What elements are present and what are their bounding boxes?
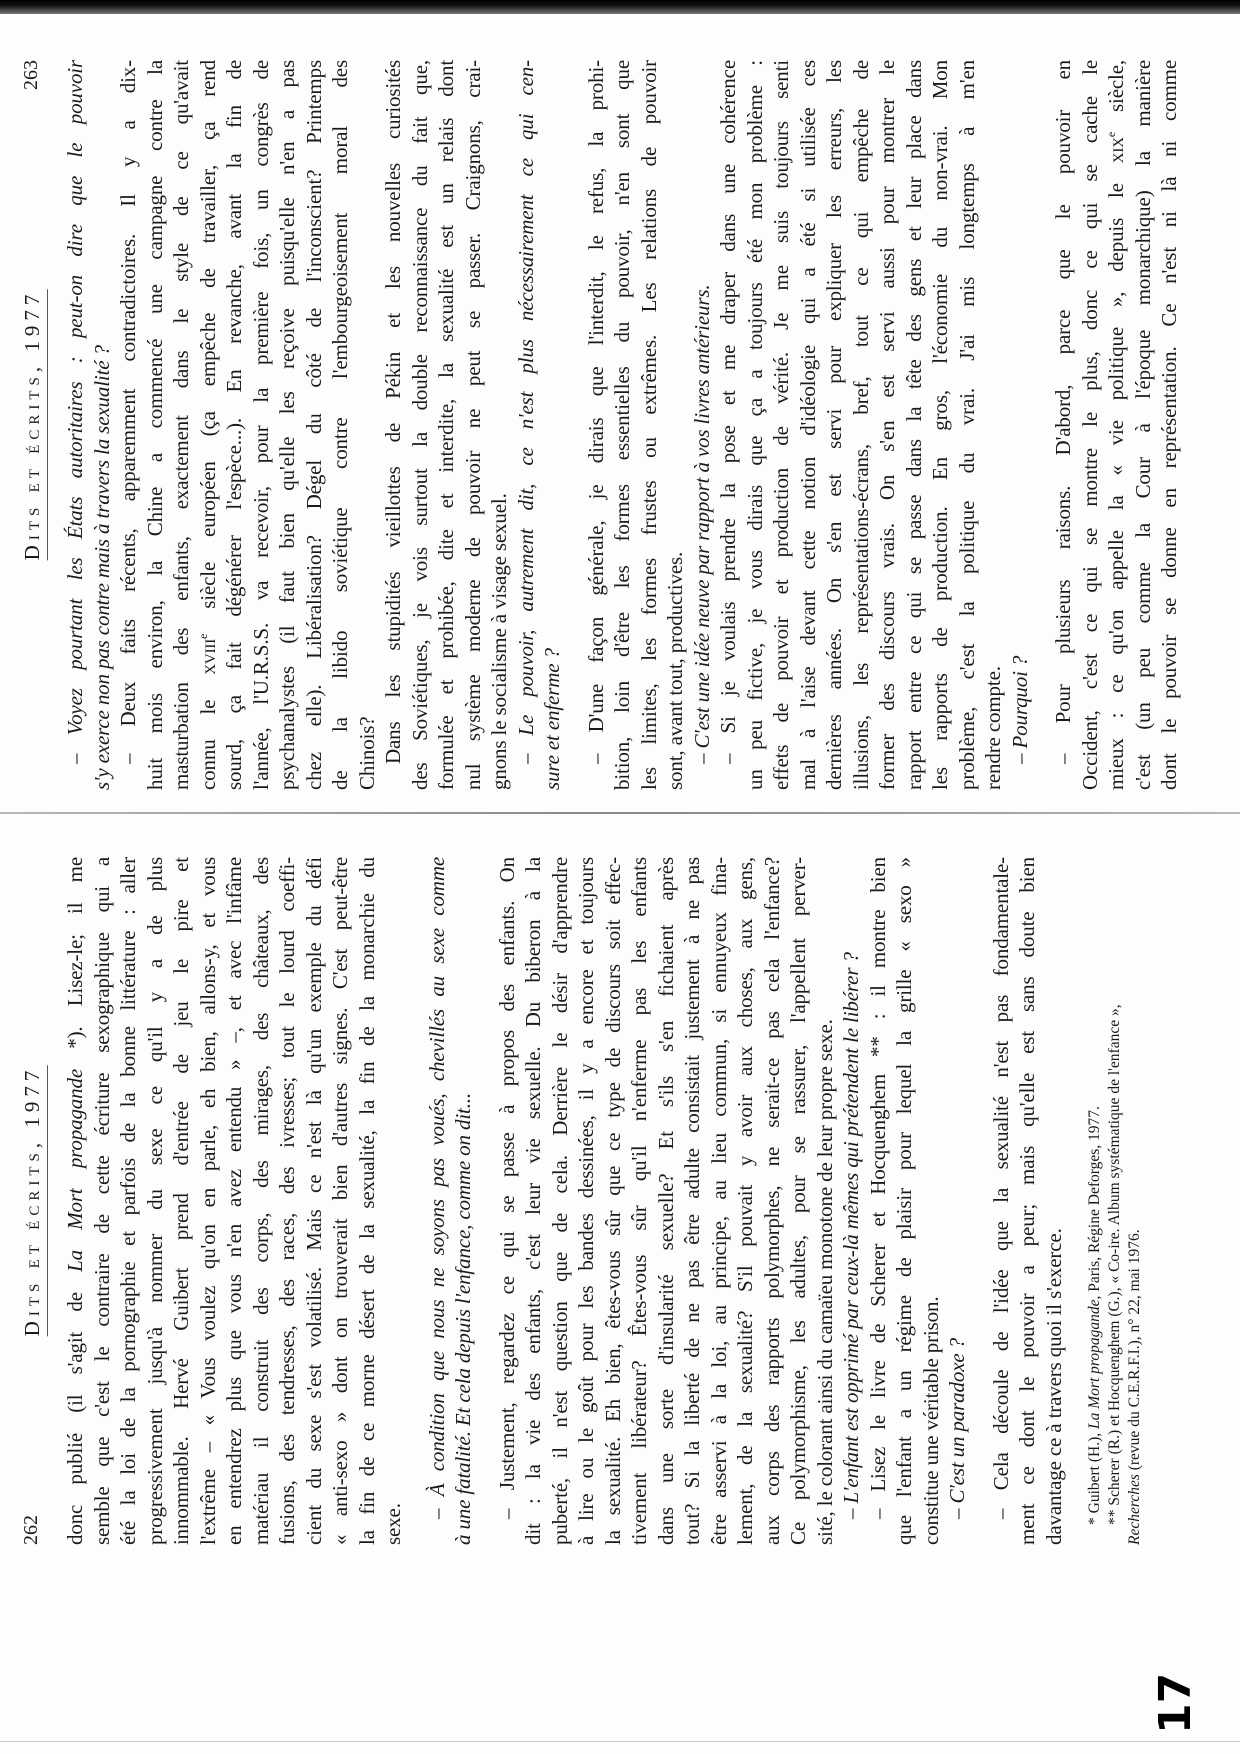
page-number: 263 [20,60,42,90]
text-line [1103,60,1130,790]
text-run: – Si je voulais prendre la pose et me draper dans une cohérence [716,60,740,764]
text-line [1041,857,1068,1545]
text-run: cient du sexe s'est volatilisé. Mais ce n'est là qu'un exemple du défi [301,857,326,1545]
text-run: des Soviétiques, je vois surtout la double reconnaissance du fait que, [407,60,432,790]
text-run: – [513,735,538,764]
page-262 [0,857,1240,1545]
text-line [89,857,116,1545]
text-run: huit mois environ, la Chine a commencé une campagne contre la [142,60,167,790]
text-run: – D'une façon générale, je dirais que l'interdit, le refus, la prohi- [583,60,608,764]
text-run: semble que c'est le contraire de cette écriture sexographique qui a [89,857,114,1545]
text-run: dernières années. On s'en est servi pour expliquer les erreurs, les [822,60,846,790]
text-line [980,60,1007,790]
text-run: sexe. [381,1503,405,1545]
text-line [513,60,540,790]
page-body [62,857,1067,1545]
text-run: – Cela découle de l'idée que la sexualité n'est pas fondamentale- [988,857,1013,1519]
text-run: gnons le socialisme à visage sexuel. [487,493,511,790]
text-run: mieux : ce qu'on appelle la « vie politique », depuis le [1104,163,1128,790]
text-run: en entendrez plus que vous n'en avez entendu » –, et avec l'infâme [222,857,246,1545]
text-line [848,60,875,790]
text-line [636,60,663,790]
text-run: – Pour plusieurs raisons. D'abord, parce que le pouvoir en [1051,60,1075,764]
text-line [1007,60,1034,790]
scan-edge-shadow [0,0,1240,14]
text-line [1156,60,1183,790]
italic-text: À condition que nous ne soyons pas voués, chevillés au sexe comme [424,856,449,1497]
text-line [759,857,786,1545]
text-line [662,60,689,790]
text-line [768,60,795,790]
text-run: effets de pouvoir et production de vérité. Je me suis toujours senti [769,60,793,790]
text-line [954,60,981,790]
text-run: constitue une véritable prison. [918,1296,943,1545]
text-run: – [63,735,87,764]
text-run: – Justement, regardez ce qui se passe à propos des enfants. On [494,857,519,1519]
text-run: ** Scherer (R.) et Hocquenghem (G.), « Co-ire. Album systématique de l'enfance », [1106,1004,1123,1525]
text-line [248,857,275,1545]
text-line [715,60,742,790]
text-line [168,60,195,790]
page-number: 262 [20,1515,42,1545]
italic-text: L'enfant est opprimé par ceux-là mêmes qui prétendent le libérer ? [839,952,863,1504]
text-line [944,857,971,1545]
text-run: Occident, c'est ce qui se montre le plus, donc ce qui se cache le [1077,60,1102,790]
text-line [927,60,954,790]
italic-text: Recherches [1126,1474,1143,1545]
text-line [195,857,222,1545]
text-run: chez elle). Libéralisation? Dégel du côté de l'inconscient? Printemps [301,60,326,790]
text-line [327,60,354,790]
italic-text: s'y exerce non pas contre mais à travers la sexualité ? [89,345,114,790]
text-line [89,60,116,790]
text-run: nul système moderne de pouvoir ne peut se passer. Craignons, crai- [460,60,485,790]
text-run: dont le pouvoir se donne en représentation. Ce n'est ni là ni comme [1157,60,1181,790]
text-line [354,60,381,790]
running-title: Dits et écrits, 1977 [20,1066,48,1337]
text-run: – Deux faits récents, apparemment contradictoires. Il y a dix- [116,60,140,764]
text-line [891,857,918,1545]
text-run: rapport entre ce qui se passe dans la tête des gens et leur place dans [901,60,926,790]
text-line [195,60,222,790]
italic-text: Le pouvoir, autrement dit, ce n'est plus nécessairement ce qui cen- [513,60,538,736]
text-run: que l'enfant a un régime de plaisir pour lequel la grille « sexo » [892,857,916,1545]
text-line [274,60,301,790]
text-line [142,60,169,790]
text-run: * Guibert (H.), [1086,1429,1103,1525]
text-run: tivement libérateur? Êtes-vous sûr qu'il n'enferme pas les enfants [627,857,651,1545]
text-line [812,857,839,1545]
text-line [327,857,354,1545]
text-line [62,857,89,1545]
text-run: (revue du C.E.R.F.I.), n° 22, mai 1976. [1126,1229,1143,1475]
footnote [1105,857,1125,1545]
page-header [18,857,52,1545]
text-run: Chinois? [354,716,379,790]
text-run: *). Lisez-le; il me [63,857,87,1069]
text-run: – [945,1503,969,1519]
text-line [1014,857,1041,1545]
text-run: puberté, il n'est question que de cela. Derrière le désir d'apprendre [547,857,572,1545]
text-run: Dans les stupidités vieillottes de Pékin et les nouvelles curiosités [381,60,405,764]
text-run: de la libido soviétique contre l'embourgeoisement moral des [328,60,352,790]
text-run: – [689,748,714,764]
text-line [221,60,248,790]
text-line [874,60,901,790]
page-edge-shadow [0,1741,1240,1742]
page-263 [0,60,1240,790]
text-run: ment ce dont le pouvoir a peur; mais qu'elle est sans doute bien [1015,857,1039,1545]
text-run: xviii [195,638,220,675]
text-run: – Lisez le livre de Scherer et Hocquenghem ** : il montre bien [865,857,890,1519]
text-run: e [1104,131,1118,138]
text-line [274,857,301,1545]
text-line [785,857,812,1545]
text-line [539,60,566,790]
text-run: tout? Si la liberté de ne pas être adulte consistait justement à ne pas [680,857,704,1545]
text-line [865,857,892,1545]
text-run: bition, loin d'être les formes essentielles du pouvoir, n'en sont que [610,60,634,790]
text-line [609,60,636,790]
footnote [1085,857,1105,1545]
text-run: rendre compte. [981,666,1005,790]
text-line [450,857,477,1545]
text-line [221,857,248,1545]
text-line [115,60,142,790]
text-run: la sexualité. Eh bien, êtes-vous sûr que ce type de discours soit effec- [600,857,625,1545]
text-line [494,857,521,1545]
text-line [583,60,610,790]
text-run: sourd, ça fait dégénérer l'espèce...). En revanche, avant la fin de [222,60,246,790]
text-run: été la loi de la pornographie et parfois de la bonne littérature : aller [116,857,140,1545]
text-line [248,60,275,790]
text-line [486,60,513,790]
text-line [742,60,769,790]
text-run: illusions, les représentations-écrans, bref, tout ce qui empêche de [848,60,873,790]
text-run: siècle européen (ça empêche de travailler, ça rend [195,60,220,634]
text-line [689,60,716,790]
page-body [62,60,1183,790]
text-run: psychanalystes (il faut bien qu'elle les reçoive puisqu'elle n'en a pas [275,60,299,790]
text-run: la fin de ce morne désert de la sexualité, la fin de la monarchie du [354,857,379,1545]
text-line [547,857,574,1545]
book-gutter [0,812,1240,814]
text-run: former des discours vrais. On s'en est servi aussi pour montrer le [875,60,899,790]
text-run: sont, avant tout, productives. [663,551,687,790]
text-run: l'année, l'U.R.S.S. va recevoir, pour la première fois, un congrès de [248,60,273,790]
text-line [380,857,407,1545]
text-run: c'est (un peu comme la Cour à l'époque monarchique) la manière [1130,60,1155,790]
italic-text: La Mort propagande [1086,1299,1103,1429]
text-line [918,857,945,1545]
text-run: – [839,1503,863,1519]
text-run: lement, de la sexualité? S'il pouvait y avoir aux choses, aux gens, [733,857,757,1545]
page-header [18,60,52,790]
text-line [988,857,1015,1545]
text-run: les limites, les formes frustes ou extrêmes. Les relations de pouvoir [636,60,661,790]
text-line [706,857,733,1545]
text-run: dans une sorte d'insularité sexuelle? Et s'ils s'en fichaient après [653,857,678,1545]
text-run: « anti-sexo » dont on trouverait bien d'autres signes. C'est peut-être [328,857,352,1545]
text-run: problème, c'est la politique du vrai. J'ai mis longtemps à m'en [954,60,979,790]
text-line [626,857,653,1545]
text-line [354,857,381,1545]
text-run: être asservi à la loi, au principe, au lieu commun, si ennuyeux fina- [706,857,731,1545]
text-run: masturbation des enfants, exactement dans le style de ce qu'avait [169,60,193,790]
text-run: à lire ou le goût pour les bandes dessinées, il y a encore et toujours [574,857,598,1545]
text-line [600,857,627,1545]
text-run: fusions, des tendresses, des races, des ivresses; tout le lourd coeffi- [275,857,299,1545]
text-line [407,60,434,790]
footnote [1125,857,1145,1545]
text-line [520,857,547,1545]
text-run: xix [1104,137,1128,164]
text-run: connu le [195,674,220,790]
text-run: formulée et prohibée, dite et interdite, la sexualité est un relais dont [434,60,458,790]
italic-text: C'est une idée neuve par rapport à vos livres antérieurs. [689,284,714,749]
text-run: Ce polymorphisme, les adultes, pour se rassurer, l'appellent perver- [786,857,810,1545]
text-line [424,857,451,1545]
text-line [1130,60,1157,790]
italic-text: C'est un paradoxe ? [945,1338,969,1504]
text-line [901,60,928,790]
text-line [380,60,407,790]
text-run: – [1007,748,1032,764]
footnotes [1085,857,1145,1545]
text-run: innommable. Hervé Guibert prend d'entrée de jeu le pire et [169,857,193,1545]
text-line [821,60,848,790]
text-run: progressivement jusqu'à nommer du sexe ce qu'il y a de plus [142,857,167,1545]
text-line [1077,60,1104,790]
text-run: siècle, [1104,60,1128,132]
text-run: aux corps des rapports polymorphes, ne serait-ce pas cela l'enfance? [759,857,784,1545]
italic-text: à une fatalité. Et cela depuis l'enfance, comme on dit... [451,1093,475,1545]
text-line [795,60,822,790]
scan-sequence-number: 17 [1150,1672,1201,1734]
text-line [460,60,487,790]
text-line [433,60,460,790]
text-line [573,857,600,1545]
text-run: mal à l'aise devant cette notion d'idéologie qui a été si utilisée ces [795,60,820,790]
text-run: les rapports de production. En gros, l'économie du non-vrai. Mon [928,60,952,790]
italic-text: Pourquoi ? [1007,655,1032,749]
text-line [301,60,328,790]
text-line [142,857,169,1545]
text-run: matériau il construit des corps, des mirages, des châteaux, des [248,857,273,1545]
text-run: e [195,633,210,639]
text-line [168,857,195,1545]
text-run: donc publié (il s'agit de [63,1271,87,1545]
text-line [62,60,89,790]
text-line [679,857,706,1545]
text-line [1050,60,1077,790]
running-title: Dits et écrits, 1977 [20,290,48,561]
text-run: un peu fictive, je vous dirais que ça a toujours été mon problème : [742,60,767,790]
italic-text: sure et enferme ? [540,648,564,790]
text-run: dit : la vie des enfants, c'est leur vie sexuelle. Du biberon à la [521,857,545,1545]
text-line [301,857,328,1545]
text-run: sité, le colorant ainsi du camaïeu monotone de leur propre sexe. [812,1019,837,1545]
text-line [732,857,759,1545]
text-line [115,857,142,1545]
text-run: l'extrême – « Vous voulez qu'on en parle, eh bien, allons-y, et vous [195,857,220,1545]
text-run: davantage ce à travers quoi il s'exerce. [1041,1228,1066,1545]
italic-text: Voyez pourtant les États autoritaires : peut-on dire que le pouvoir [63,60,87,736]
text-run: , Paris, Régine Deforges, 1977. [1086,1106,1103,1300]
text-run: – [424,1496,449,1519]
text-line [838,857,865,1545]
text-line [653,857,680,1545]
italic-text: La Mort propagande [63,1068,87,1272]
